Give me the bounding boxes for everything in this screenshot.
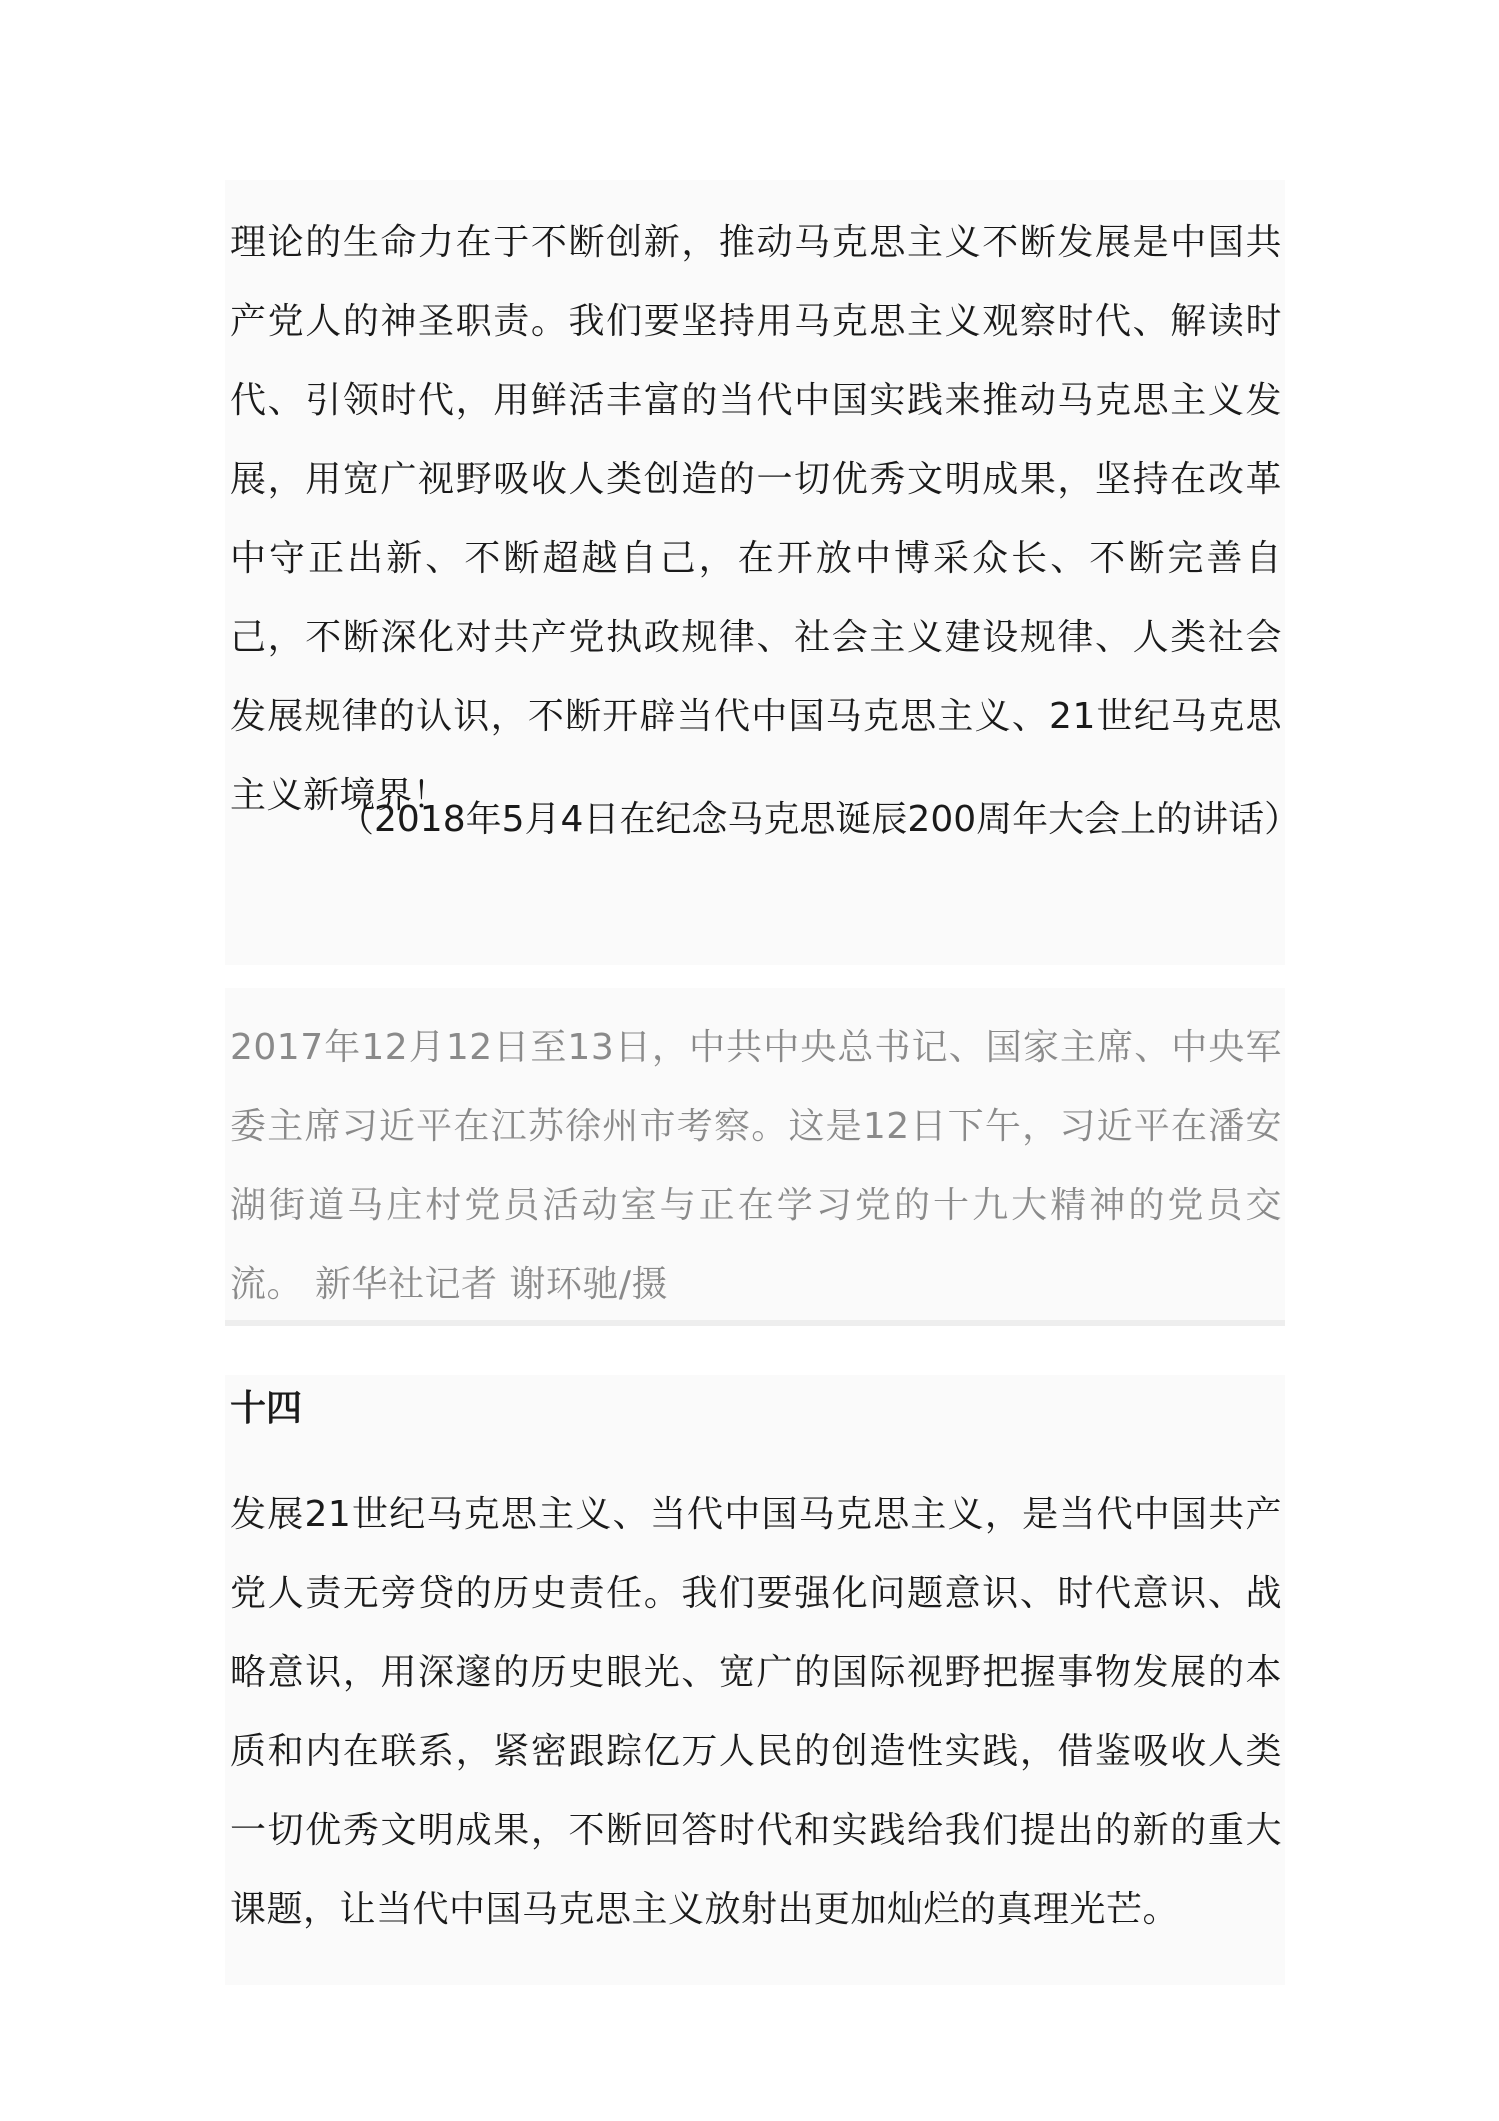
section-heading: 十四	[230, 1388, 303, 1429]
section-paragraph: 发展21世纪马克思主义、当代中国马克思主义，是当代中国共产党人责无旁贷的历史责任。我们要强化问题意识、时代意识、战略意识，用深邃的历史眼光、宽广的国际视野把握事物发展的本质和内在联系，紧密跟踪亿万人民的创造性实践，借鉴吸收人类一切优秀文明成果，不断回答时代和实践给我们提出的新的重大课题，让当代中国马克思主义放射出更加灿烂的真理光芒。	[230, 1494, 1282, 1930]
quote-block	[225, 180, 1301, 965]
photo-caption: 2017年12月12日至13日，中共中央总书记、国家主席、中央军委主席习近平在江苏徐州市考察。这是12日下午，习近平在潘安湖街道马庄村党员活动室与正在学习党的十九大精神的党员交流。 新华社记者 谢环驰/摄	[230, 1027, 1282, 1305]
divider	[225, 1320, 1285, 1326]
quote-source: （2018年5月4日在纪念马克思诞辰200周年大会上的讲话）	[338, 799, 1301, 840]
section-block	[225, 1375, 1285, 1985]
quote-paragraph: 理论的生命力在于不断创新，推动马克思主义不断发展是中国共产党人的神圣职责。我们要坚持用马克思主义观察时代、解读时代、引领时代，用鲜活丰富的当代中国实践来推动马克思主义发展，用宽广视野吸收人类创造的一切优秀文明成果，坚持在改革中守正出新、不断超越自己，在开放中博采众长、不断完善自己，不断深化对共产党执政规律、社会主义建设规律、人类社会发展规律的认识，不断开辟当代中国马克思主义、21世纪马克思主义新境界！	[230, 222, 1282, 816]
photo-caption-block	[225, 988, 1285, 1323]
